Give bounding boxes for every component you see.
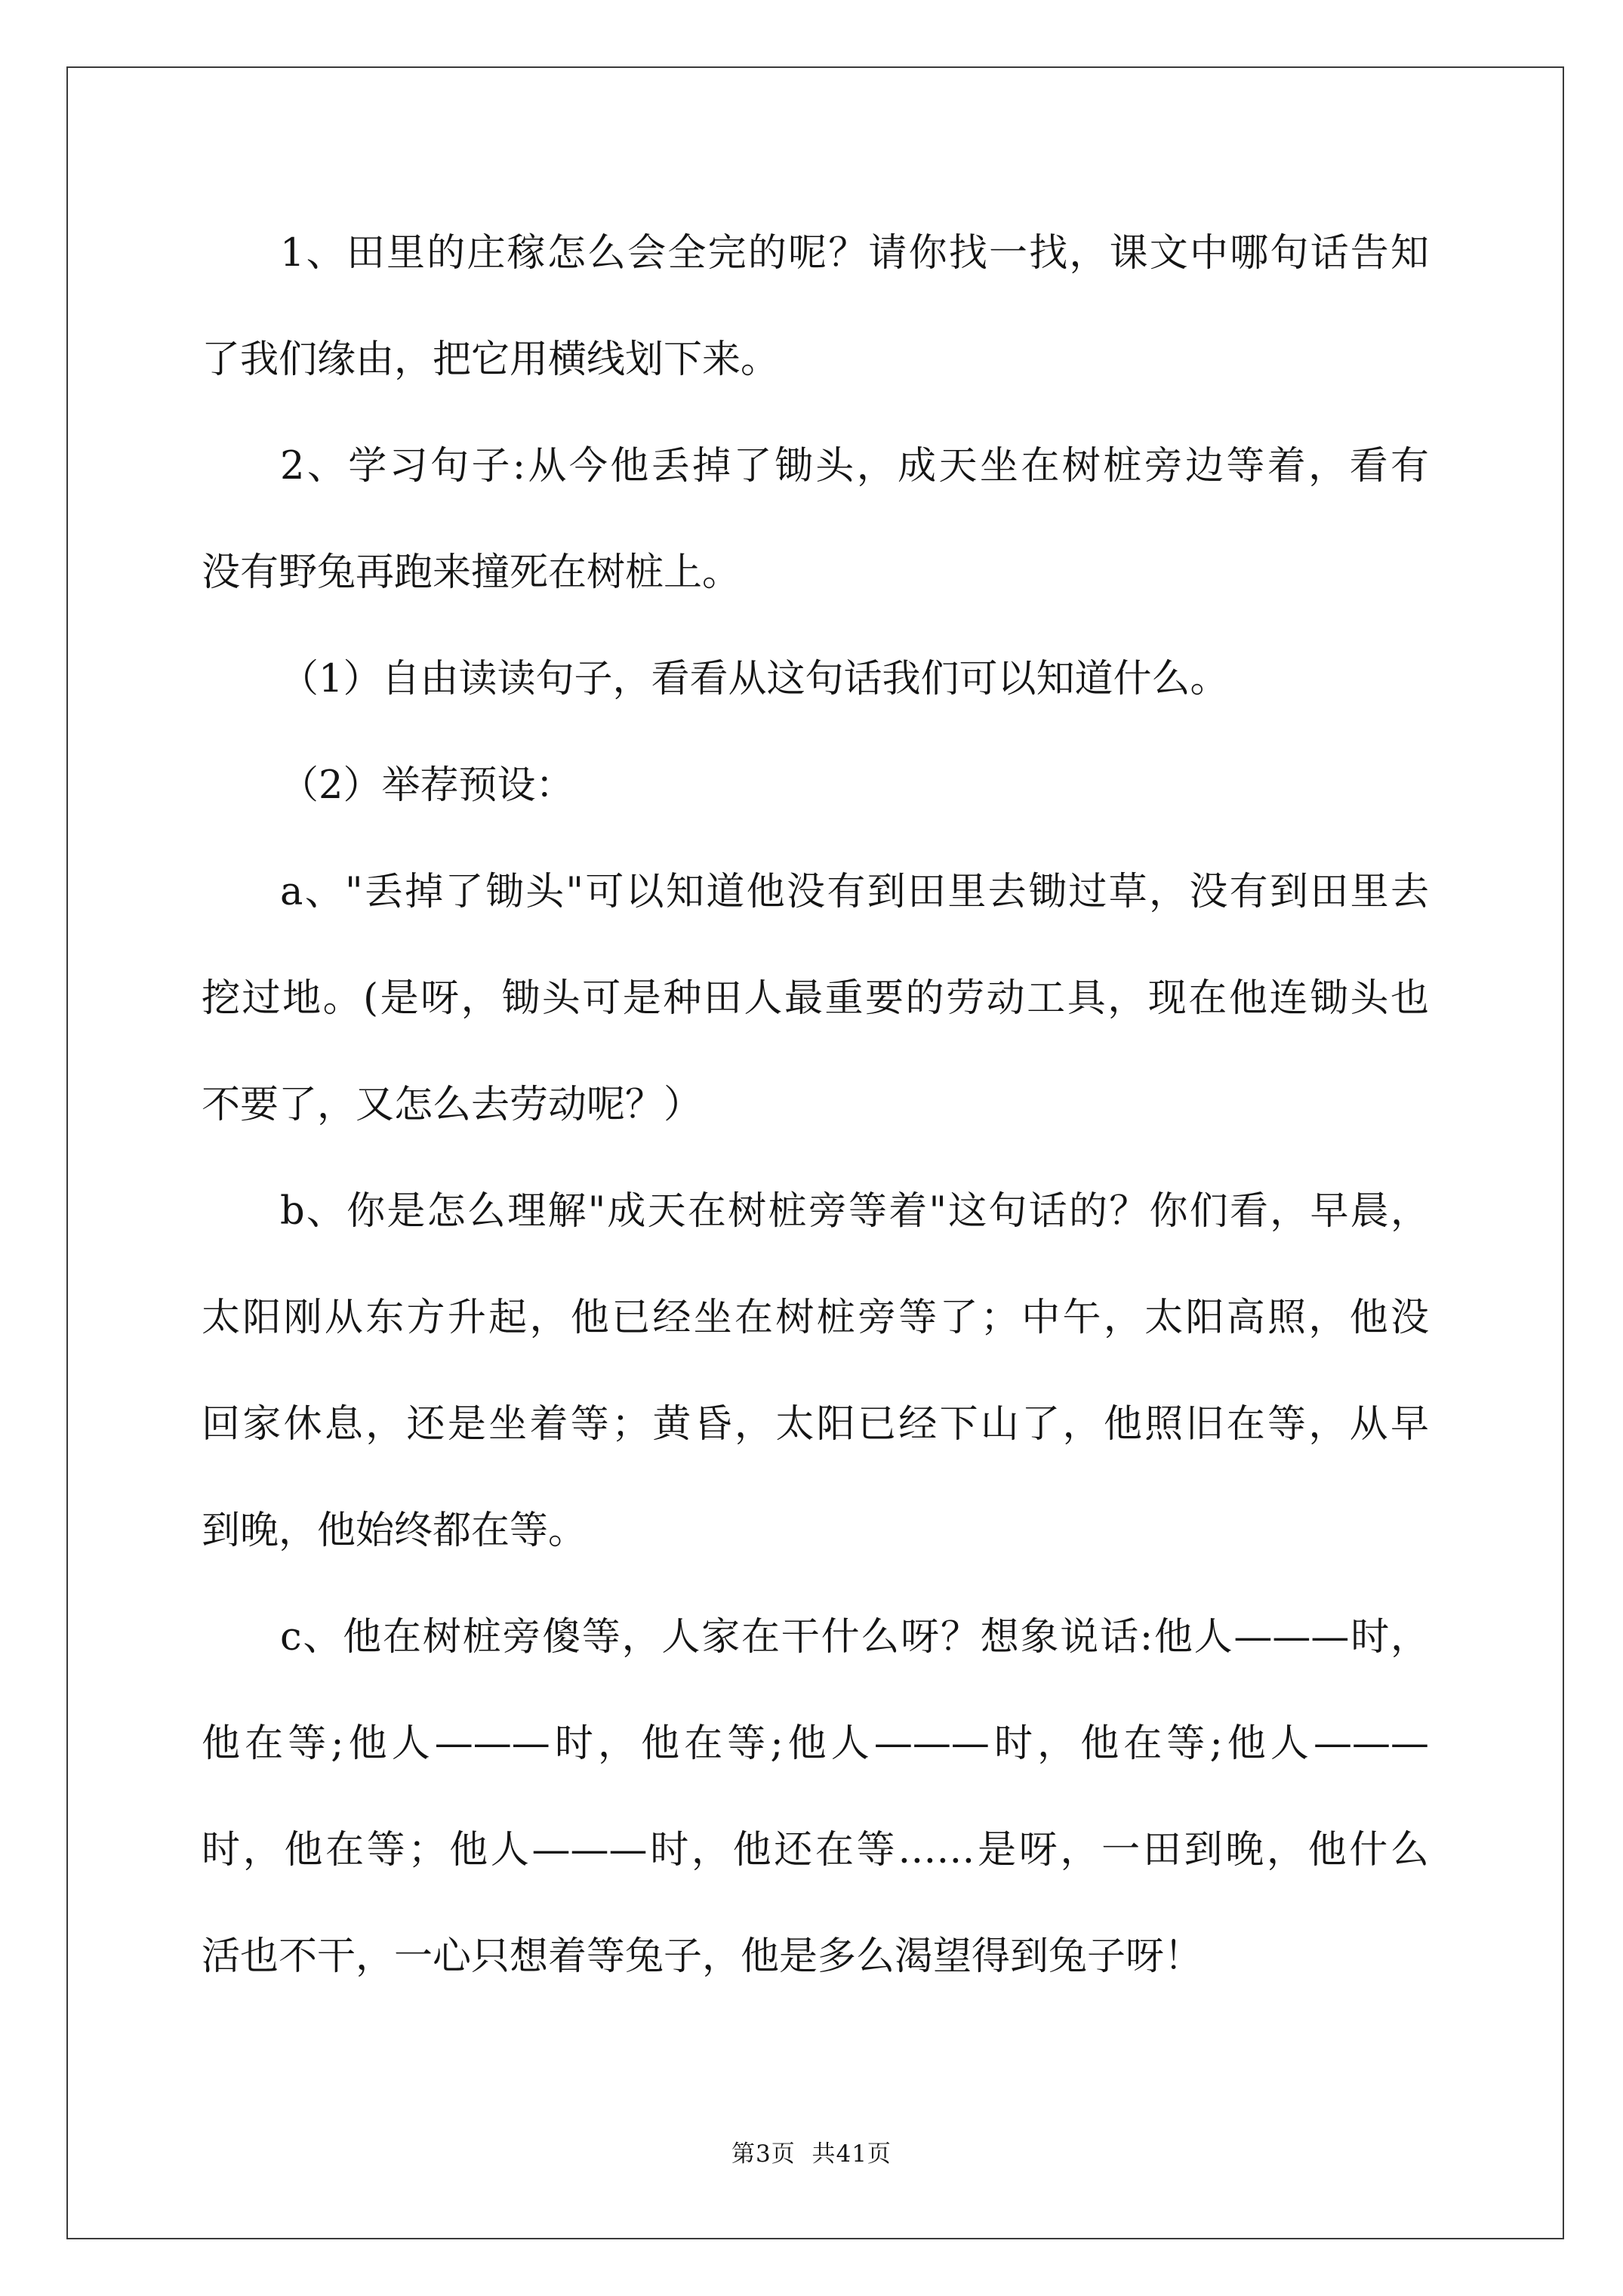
text-line: 1、田里的庄稼怎么会全完的呢？请你找一找，课文中哪句话告知 xyxy=(280,231,1429,276)
paragraph-question-2 xyxy=(202,413,1429,626)
paragraph-question-1 xyxy=(202,200,1429,413)
text-line: b、你是怎么理解"成天在树桩旁等着"这句话的？你们看，早晨， xyxy=(280,1189,1429,1234)
text-line: 他在等;他人———时，他在等;他人———时，他在等;他人——— xyxy=(202,1721,1429,1766)
text-line: 活也不干，一心只想着等兔子，他是多么渴望得到兔子呀！ xyxy=(202,1934,1203,1979)
text-line: 到晚，他始终都在等。 xyxy=(202,1509,587,1553)
text-line: c、他在树桩旁傻等，人家在干什么呀？想象说话:他人———时， xyxy=(280,1615,1429,1660)
text-line: （1）自由读读句子，看看从这句话我们可以知道什么。 xyxy=(280,657,1229,701)
text-line: 不要了，又怎么去劳动呢？） xyxy=(202,1083,703,1127)
text-line: （2）举荐预设： xyxy=(280,763,574,808)
paragraph-point-b xyxy=(202,1158,1429,1584)
text-line: a、"丢掉了锄头"可以知道他没有到田里去锄过草，没有到田里去 xyxy=(280,870,1429,914)
paragraph-point-c xyxy=(202,1584,1429,2010)
document-body xyxy=(202,200,1429,2010)
text-line: 没有野兔再跑来撞死在树桩上。 xyxy=(202,550,741,595)
text-line: 回家休息，还是坐着等；黄昏，太阳已经下山了，他照旧在等，从早 xyxy=(202,1402,1429,1447)
text-line: 挖过地。(是呀，锄头可是种田人最重要的劳动工具，现在他连锄头也 xyxy=(202,976,1429,1021)
text-line: 2、学习句子:从今他丢掉了锄头，成天坐在树桩旁边等着，看有 xyxy=(280,444,1429,488)
paragraph-step-1 xyxy=(202,626,1429,732)
text-line: 了我们缘由，把它用横线划下来。 xyxy=(202,337,780,382)
paragraph-step-2 xyxy=(202,732,1429,839)
text-line: 时，他在等；他人———时，他还在等……是呀，一田到晚，他什么 xyxy=(202,1828,1429,1872)
page-number-footer: 第3页 共41页 xyxy=(731,2140,892,2168)
paragraph-point-a xyxy=(202,839,1429,1158)
text-line: 太阳刚从东方升起，他已经坐在树桩旁等了；中午，太阳高照，他没 xyxy=(202,1296,1429,1340)
